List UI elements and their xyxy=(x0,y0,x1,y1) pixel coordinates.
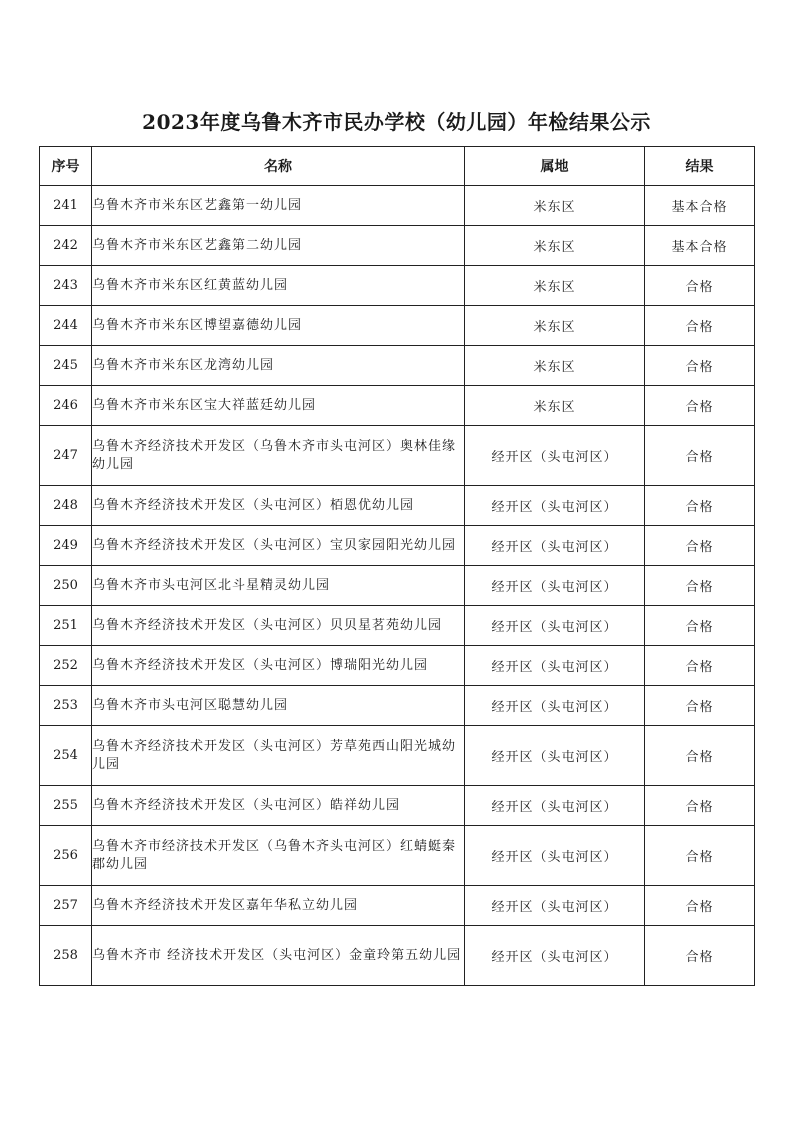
row-result: 合格 xyxy=(645,686,755,726)
row-seq: 244 xyxy=(40,306,92,346)
row-result: 合格 xyxy=(645,306,755,346)
row-result: 合格 xyxy=(645,486,755,526)
table-row xyxy=(40,566,755,606)
row-area: 经开区（头屯河区） xyxy=(465,886,645,926)
row-area: 经开区（头屯河区） xyxy=(465,726,645,786)
row-result: 合格 xyxy=(645,266,755,306)
table-row xyxy=(40,926,755,986)
row-area: 经开区（头屯河区） xyxy=(465,486,645,526)
row-area: 经开区（头屯河区） xyxy=(465,786,645,826)
row-area: 经开区（头屯河区） xyxy=(465,606,645,646)
row-result: 合格 xyxy=(645,346,755,386)
row-seq: 255 xyxy=(40,786,92,826)
row-seq: 245 xyxy=(40,346,92,386)
row-result: 基本合格 xyxy=(645,186,755,226)
row-area: 米东区 xyxy=(465,386,645,426)
header-area: 属地 xyxy=(465,147,645,186)
row-area: 米东区 xyxy=(465,346,645,386)
row-seq: 250 xyxy=(40,566,92,606)
row-seq: 256 xyxy=(40,826,92,886)
row-name: 乌鲁木齐市米东区艺鑫第二幼儿园 xyxy=(92,226,465,266)
table-row xyxy=(40,826,755,886)
row-seq: 242 xyxy=(40,226,92,266)
row-area: 经开区（头屯河区） xyxy=(465,646,645,686)
row-seq: 258 xyxy=(40,926,92,986)
row-area: 米东区 xyxy=(465,226,645,266)
table-row xyxy=(40,526,755,566)
header-seq: 序号 xyxy=(40,147,92,186)
row-area: 米东区 xyxy=(465,186,645,226)
row-name: 乌鲁木齐经济技术开发区（头屯河区）宝贝家园阳光幼儿园 xyxy=(92,526,465,566)
row-result: 合格 xyxy=(645,606,755,646)
table-row xyxy=(40,726,755,786)
row-area: 经开区（头屯河区） xyxy=(465,926,645,986)
table-row xyxy=(40,686,755,726)
row-seq: 248 xyxy=(40,486,92,526)
row-name: 乌鲁木齐市经济技术开发区（乌鲁木齐头屯河区）红蜻蜓秦郡幼儿园 xyxy=(92,826,465,886)
results-table xyxy=(39,146,755,986)
row-name: 乌鲁木齐经济技术开发区（头屯河区）栢恩优幼儿园 xyxy=(92,486,465,526)
row-seq: 243 xyxy=(40,266,92,306)
row-result: 合格 xyxy=(645,646,755,686)
row-name: 乌鲁木齐经济技术开发区（头屯河区）贝贝星茗苑幼儿园 xyxy=(92,606,465,646)
row-area: 经开区（头屯河区） xyxy=(465,686,645,726)
row-name: 乌鲁木齐经济技术开发区（头屯河区）芳草苑西山阳光城幼儿园 xyxy=(92,726,465,786)
table-row xyxy=(40,186,755,226)
table-row xyxy=(40,306,755,346)
row-result: 合格 xyxy=(645,426,755,486)
row-area: 米东区 xyxy=(465,306,645,346)
row-name: 乌鲁木齐经济技术开发区（头屯河区）博瑞阳光幼儿园 xyxy=(92,646,465,686)
row-name: 乌鲁木齐市头屯河区聪慧幼儿园 xyxy=(92,686,465,726)
table-row xyxy=(40,486,755,526)
row-result: 合格 xyxy=(645,826,755,886)
header-row xyxy=(40,147,755,186)
row-result: 合格 xyxy=(645,566,755,606)
row-result: 合格 xyxy=(645,786,755,826)
row-seq: 251 xyxy=(40,606,92,646)
row-area: 经开区（头屯河区） xyxy=(465,426,645,486)
table-row xyxy=(40,346,755,386)
table-row xyxy=(40,886,755,926)
header-name: 名称 xyxy=(92,147,465,186)
row-name: 乌鲁木齐经济技术开发区嘉年华私立幼儿园 xyxy=(92,886,465,926)
row-seq: 246 xyxy=(40,386,92,426)
row-area: 经开区（头屯河区） xyxy=(465,826,645,886)
page-title: 2023年度乌鲁木齐市民办学校（幼儿园）年检结果公示 xyxy=(142,110,651,134)
row-seq: 254 xyxy=(40,726,92,786)
row-result: 合格 xyxy=(645,526,755,566)
row-seq: 257 xyxy=(40,886,92,926)
table-row xyxy=(40,606,755,646)
table-row xyxy=(40,786,755,826)
row-name: 乌鲁木齐市米东区博望嘉德幼儿园 xyxy=(92,306,465,346)
row-seq: 249 xyxy=(40,526,92,566)
row-name: 乌鲁木齐市米东区艺鑫第一幼儿园 xyxy=(92,186,465,226)
row-area: 经开区（头屯河区） xyxy=(465,526,645,566)
header-result: 结果 xyxy=(645,147,755,186)
row-seq: 241 xyxy=(40,186,92,226)
row-result: 合格 xyxy=(645,926,755,986)
row-seq: 247 xyxy=(40,426,92,486)
row-seq: 252 xyxy=(40,646,92,686)
row-name: 乌鲁木齐经济技术开发区（乌鲁木齐市头屯河区）奥林佳缘幼儿园 xyxy=(92,426,465,486)
table-row xyxy=(40,426,755,486)
row-area: 经开区（头屯河区） xyxy=(465,566,645,606)
row-name: 乌鲁木齐市头屯河区北斗星精灵幼儿园 xyxy=(92,566,465,606)
table-row xyxy=(40,226,755,266)
table-row xyxy=(40,386,755,426)
row-result: 合格 xyxy=(645,386,755,426)
row-area: 米东区 xyxy=(465,266,645,306)
row-name: 乌鲁木齐市米东区龙湾幼儿园 xyxy=(92,346,465,386)
row-name: 乌鲁木齐经济技术开发区（头屯河区）皓祥幼儿园 xyxy=(92,786,465,826)
row-name: 乌鲁木齐市 经济技术开发区（头屯河区）金童玲第五幼儿园 xyxy=(92,926,465,986)
row-result: 合格 xyxy=(645,726,755,786)
row-result: 基本合格 xyxy=(645,226,755,266)
row-result: 合格 xyxy=(645,886,755,926)
table-row xyxy=(40,646,755,686)
row-seq: 253 xyxy=(40,686,92,726)
row-name: 乌鲁木齐市米东区宝大祥蓝廷幼儿园 xyxy=(92,386,465,426)
table-row xyxy=(40,266,755,306)
row-name: 乌鲁木齐市米东区红黄蓝幼儿园 xyxy=(92,266,465,306)
